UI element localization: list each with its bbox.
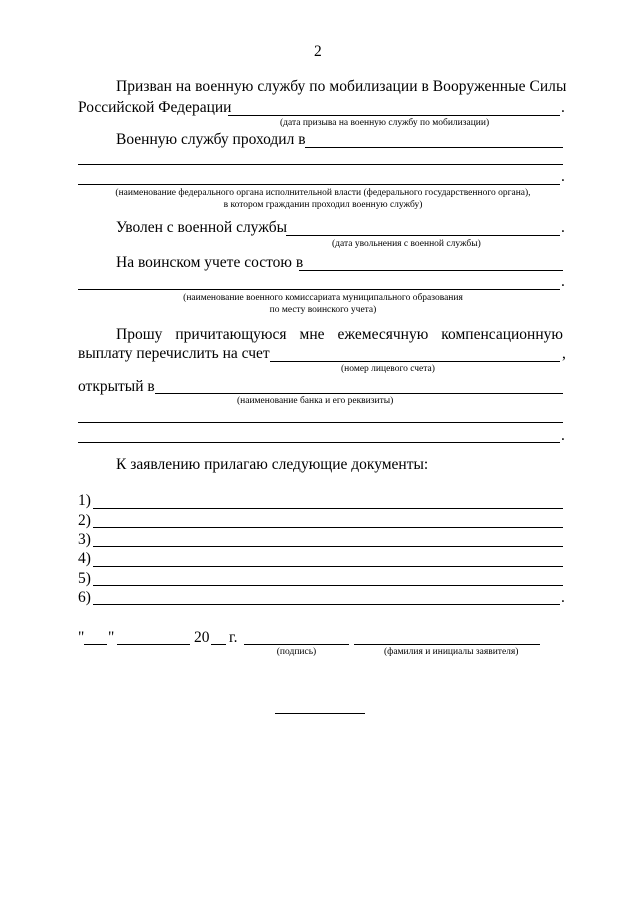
served-at-label: Военную службу проходил в — [116, 131, 306, 148]
request-word: компенсационную — [441, 326, 563, 343]
bank-label: открытый в — [78, 378, 155, 395]
served-at-field-2[interactable] — [78, 164, 563, 165]
attachment-number-5: 5) — [78, 570, 91, 587]
month-field[interactable] — [117, 644, 190, 645]
served-at-field-3[interactable] — [78, 184, 560, 185]
served-at-caption-1: (наименование федерального органа исполнительной власти (федерального государственного органа), — [115, 188, 531, 198]
attachments-heading: К заявлению прилагаю следующие документы: — [116, 456, 429, 473]
signature-field[interactable] — [244, 644, 349, 645]
mobilization-date-field[interactable] — [228, 115, 560, 116]
served-at-field-1[interactable] — [305, 147, 563, 148]
registration-field-1[interactable] — [299, 270, 563, 271]
request-word: мне — [299, 326, 325, 343]
attachment-field-1[interactable] — [93, 508, 563, 509]
year-prefix: 20 — [194, 629, 210, 646]
date-quote-close: " — [108, 629, 115, 646]
request-word: Прошу — [116, 326, 163, 343]
mobilization-line2: Российской Федерации — [78, 99, 232, 116]
request-word: причитающуюся — [175, 326, 287, 343]
discharged-label: Уволен с военной службы — [116, 219, 288, 236]
period: . — [561, 427, 565, 444]
period: . — [561, 99, 565, 116]
period: . — [561, 589, 565, 606]
registration-caption-1: (наименование военного комиссариата муниципального образования — [183, 293, 463, 303]
day-field[interactable] — [84, 644, 107, 645]
attachment-field-2[interactable] — [93, 527, 563, 528]
attachment-number-2: 2) — [78, 512, 91, 529]
bank-field-1[interactable] — [155, 393, 563, 394]
registration-field-2[interactable] — [78, 289, 560, 290]
attachment-number-3: 3) — [78, 531, 91, 548]
registration-caption-2: по месту воинского учета) — [269, 305, 377, 315]
registration-label: На воинском учете состою в — [116, 254, 304, 271]
account-number-field[interactable] — [270, 361, 560, 362]
comma: , — [562, 345, 566, 362]
bank-caption: (наименование банка и его реквизиты) — [237, 396, 394, 406]
account-number-caption: (номер лицевого счета) — [341, 364, 435, 374]
period: . — [561, 273, 565, 290]
year-suffix: г. — [229, 629, 238, 646]
attachment-field-4[interactable] — [93, 566, 563, 567]
signature-caption: (подпись) — [276, 647, 317, 657]
applicant-name-field[interactable] — [354, 644, 540, 645]
discharge-date-caption: (дата увольнения с военной службы) — [332, 239, 481, 249]
bank-field-3[interactable] — [78, 442, 560, 443]
served-at-caption-2: в котором гражданин проходил военную службу) — [223, 200, 423, 210]
attachment-field-3[interactable] — [93, 546, 563, 547]
attachment-field-6[interactable] — [93, 604, 560, 605]
period: . — [561, 168, 565, 185]
bank-field-2[interactable] — [78, 422, 563, 423]
attachment-field-5[interactable] — [93, 585, 563, 586]
discharge-date-field[interactable] — [286, 235, 560, 236]
request-line2: выплату перечислить на счет — [78, 345, 270, 362]
attachment-number-6: 6) — [78, 589, 91, 606]
attachment-number-4: 4) — [78, 550, 91, 567]
date-quote-open: " — [78, 629, 85, 646]
closing-separator — [275, 713, 365, 714]
year-field[interactable] — [211, 644, 226, 645]
page-number: 2 — [314, 43, 322, 60]
attachment-number-1: 1) — [78, 492, 91, 509]
applicant-name-caption: (фамилия и инициалы заявителя) — [384, 647, 519, 657]
mobilization-line1: Призван на военную службу по мобилизации в Вооруженные Силы — [116, 78, 567, 95]
request-word: ежемесячную — [337, 326, 429, 343]
mobilization-date-caption: (дата призыва на военную службу по мобилизации) — [280, 118, 490, 128]
request-line1 — [116, 326, 563, 344]
period: . — [561, 219, 565, 236]
